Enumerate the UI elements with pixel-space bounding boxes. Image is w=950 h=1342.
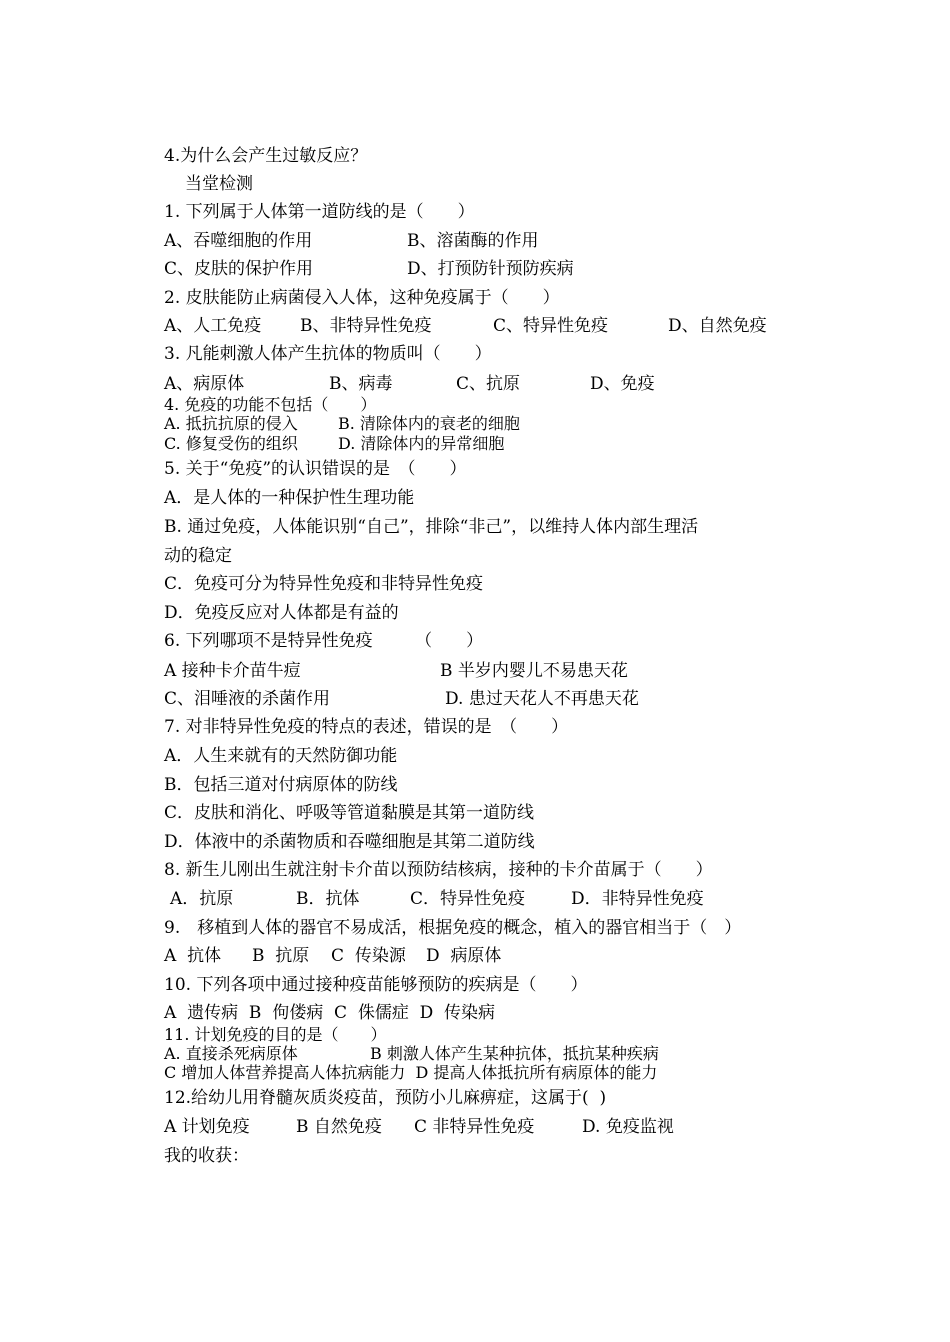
option: B、非特异性免疫	[300, 316, 432, 336]
option: D. 清除体内的异常细胞	[338, 434, 505, 453]
option: B．抗体	[296, 889, 360, 909]
options-row: C 增加人体营养提高人体抗病能力 D 提高人体抵抗所有病原体的能力	[164, 1063, 658, 1082]
option: A．是人体的一种保护性生理功能	[164, 488, 415, 508]
options-row: A 遗传病 B 佝偻病 C 侏儒症 D 传染病	[164, 1003, 496, 1023]
option: C．免疫可分为特异性免疫和非特异性免疫	[164, 574, 484, 594]
option: C、皮肤的保护作用	[164, 259, 314, 279]
question-8: 8. 新生儿刚出生就注射卡介苗以预防结核病，接种的卡介苗属于（ ）	[164, 860, 713, 880]
option: B. 清除体内的衰老的细胞	[338, 414, 520, 433]
option: A 抗体	[164, 946, 222, 966]
option: D. 患过天花人不再患天花	[445, 689, 639, 709]
option: B．包括三道对付病原体的防线	[164, 775, 398, 795]
option: C. 修复受伤的组织	[164, 434, 298, 453]
option: B 自然免疫	[296, 1117, 382, 1137]
option: A、病原体	[164, 374, 245, 394]
option: B. 通过免疫，人体能识别“自己”，排除“非己”，以维持人体内部生理活	[164, 517, 699, 537]
option: A、吞噬细胞的作用	[164, 231, 313, 251]
option: D．免疫反应对人体都是有益的	[164, 603, 399, 623]
question-9: 9. 移植到人体的器官不易成活，根据免疫的概念，植入的器官相当于（ ）	[164, 918, 742, 938]
question-heading: 4.为什么会产生过敏反应？	[164, 146, 368, 166]
reflection-label: 我的收获：	[164, 1146, 249, 1166]
question-5: 5. 关于“免疫”的认识错误的是 （ ）	[164, 459, 467, 479]
option: D、自然免疫	[668, 316, 767, 336]
option: A. 抵抗抗原的侵入	[164, 414, 298, 433]
option: B 刺激人体产生某种抗体，抵抗某种疾病	[370, 1044, 659, 1063]
option: A、人工免疫	[164, 316, 262, 336]
option: D、打预防针预防疾病	[407, 259, 574, 279]
option: C．特异性免疫	[410, 889, 526, 909]
section-title: 当堂检测	[185, 174, 253, 194]
question-3: 3. 凡能刺激人体产生抗体的物质叫（ ）	[164, 344, 492, 364]
question-6: 6. 下列哪项不是特异性免疫 （ ）	[164, 631, 484, 651]
option: D 病原体	[426, 946, 502, 966]
option: C、抗原	[456, 374, 521, 394]
option: B 抗原	[252, 946, 310, 966]
question-12: 12.给幼儿用脊髓灰质炎疫苗，预防小儿麻痹症，这属于( )	[164, 1088, 607, 1108]
option: D．体液中的杀菌物质和吞噬细胞是其第二道防线	[164, 832, 535, 852]
option: D. 免疫监视	[582, 1117, 674, 1137]
option: A 接种卡介苗牛痘	[164, 661, 301, 681]
option: C．皮肤和消化、呼吸等管道黏膜是其第一道防线	[164, 803, 535, 823]
option: A 计划免疫	[164, 1117, 250, 1137]
question-1: 1. 下列属于人体第一道防线的是（ ）	[164, 202, 475, 222]
option: B、溶菌酶的作用	[407, 231, 539, 251]
option: D．非特异性免疫	[571, 889, 704, 909]
option: B、病毒	[329, 374, 393, 394]
option: C、泪唾液的杀菌作用	[164, 689, 331, 709]
question-2: 2. 皮肤能防止病菌侵入人体，这种免疫属于（ ）	[164, 288, 560, 308]
option: A．人生来就有的天然防御功能	[164, 746, 398, 766]
option: B 半岁内婴儿不易患天花	[440, 661, 628, 681]
question-4: 4. 免疫的功能不包括（ ）	[164, 395, 377, 414]
question-10: 10. 下列各项中通过接种疫苗能够预防的疾病是（ ）	[164, 975, 588, 995]
option-continuation: 动的稳定	[164, 546, 232, 566]
option: D、免疫	[590, 374, 655, 394]
question-11: 11. 计划免疫的目的是（ ）	[164, 1025, 387, 1044]
option: C 非特异性免疫	[414, 1117, 535, 1137]
option: C、特异性免疫	[493, 316, 609, 336]
option: A．抗原	[170, 889, 234, 909]
option: C 传染源	[331, 946, 406, 966]
question-7: 7. 对非特异性免疫的特点的表述，错误的是 （ ）	[164, 717, 569, 737]
option: A. 直接杀死病原体	[164, 1044, 298, 1063]
